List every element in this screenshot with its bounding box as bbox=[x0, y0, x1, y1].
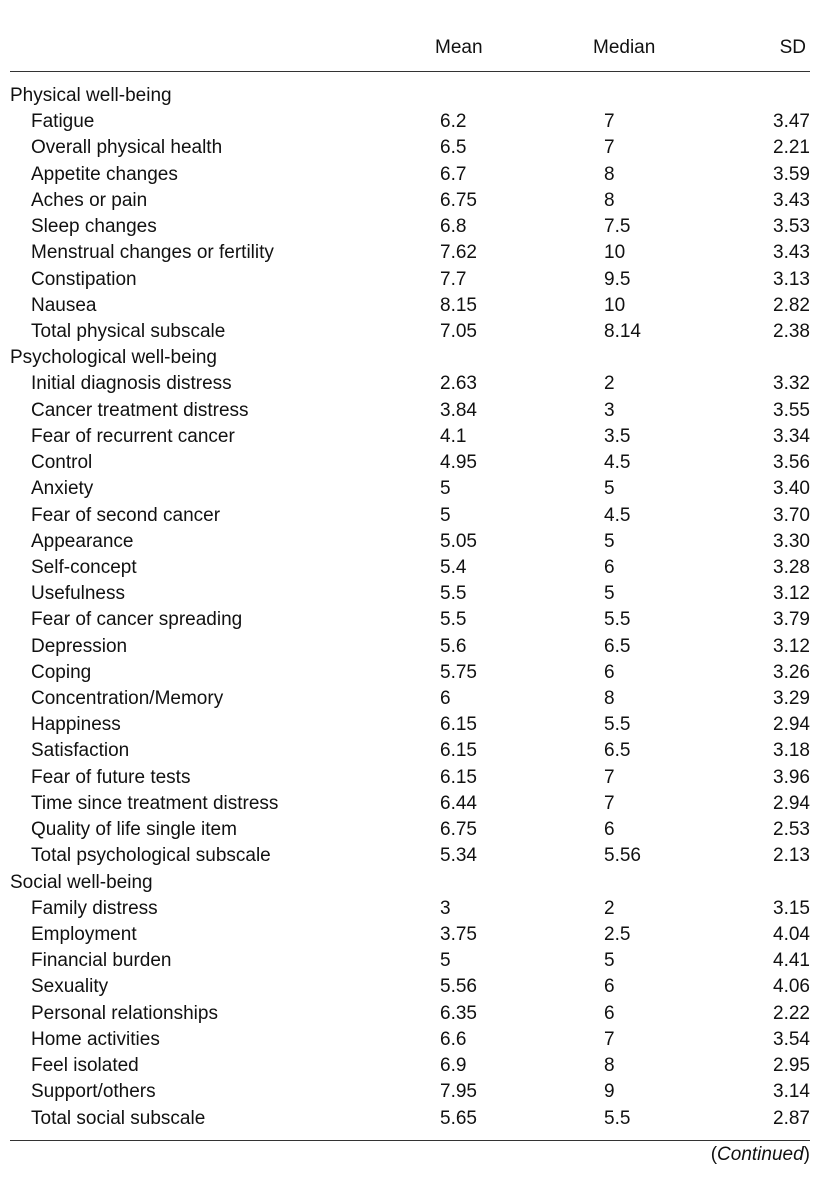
continued-close-paren: ) bbox=[803, 1144, 810, 1165]
sd-cell: 2.13 bbox=[773, 845, 810, 867]
sd-cell: 3.53 bbox=[773, 216, 810, 238]
table-row bbox=[10, 923, 810, 949]
median-cell: 8.14 bbox=[604, 320, 641, 342]
row-label: Aches or pain bbox=[31, 189, 148, 211]
mean-cell: 6.2 bbox=[440, 111, 467, 133]
sd-cell: 3.43 bbox=[773, 189, 810, 211]
table-row bbox=[10, 1107, 810, 1133]
median-cell: 5 bbox=[604, 583, 615, 605]
row-label: Satisfaction bbox=[31, 740, 130, 762]
median-cell: 8 bbox=[604, 163, 615, 185]
table-row bbox=[10, 897, 810, 923]
table-row bbox=[10, 1028, 810, 1054]
table-row bbox=[10, 215, 810, 241]
row-label: Cancer treatment distress bbox=[31, 399, 249, 421]
median-cell: 5.5 bbox=[604, 1107, 631, 1129]
median-cell: 6 bbox=[604, 976, 615, 998]
continued-open-paren: ( bbox=[710, 1144, 718, 1165]
row-label: Quality of life single item bbox=[31, 819, 237, 841]
median-cell: 2.5 bbox=[604, 924, 631, 945]
sd-cell: 2.53 bbox=[773, 819, 810, 841]
mean-cell: 6.35 bbox=[440, 1002, 477, 1024]
row-label: Happiness bbox=[31, 714, 121, 736]
sd-cell: 4.06 bbox=[773, 976, 810, 998]
mean-cell: 5 bbox=[440, 504, 451, 526]
table-row bbox=[10, 110, 810, 136]
row-label: Total social subscale bbox=[31, 1107, 206, 1129]
mean-cell: 8.15 bbox=[440, 294, 477, 316]
mean-cell: 5.5 bbox=[440, 583, 467, 605]
sd-cell: 3.54 bbox=[773, 1028, 810, 1050]
mean-cell: 2.63 bbox=[440, 373, 477, 395]
section-heading bbox=[10, 84, 810, 110]
sd-cell: 3.18 bbox=[773, 740, 810, 762]
row-label: Fear of recurrent cancer bbox=[31, 425, 235, 447]
table-row bbox=[10, 556, 810, 582]
continued-text: Continued bbox=[717, 1144, 804, 1165]
median-cell: 4.5 bbox=[604, 504, 631, 526]
mean-cell: 5.6 bbox=[440, 635, 467, 657]
median-cell: 5.5 bbox=[604, 609, 631, 631]
row-label: Employment bbox=[31, 924, 137, 945]
sd-cell: 2.82 bbox=[773, 294, 810, 316]
table-row bbox=[10, 189, 810, 215]
median-cell: 3.5 bbox=[604, 425, 631, 447]
table-row bbox=[10, 1002, 810, 1028]
row-label: Usefulness bbox=[31, 583, 125, 605]
section-title: Social well-being bbox=[10, 871, 153, 893]
row-label: Support/others bbox=[31, 1081, 156, 1103]
mean-cell: 3 bbox=[440, 897, 451, 919]
sd-cell: 2.87 bbox=[773, 1107, 810, 1129]
table-row bbox=[10, 530, 810, 556]
median-cell: 5 bbox=[604, 478, 615, 500]
median-cell: 5.56 bbox=[604, 845, 641, 867]
mean-cell: 6.5 bbox=[440, 137, 467, 159]
table-row bbox=[10, 975, 810, 1001]
median-cell: 4.5 bbox=[604, 452, 631, 474]
mean-cell: 7.05 bbox=[440, 320, 477, 342]
mean-cell: 6.75 bbox=[440, 819, 477, 841]
sd-cell: 2.95 bbox=[773, 1055, 810, 1077]
table-row bbox=[10, 504, 810, 530]
median-cell: 7 bbox=[604, 766, 615, 788]
table-row bbox=[10, 294, 810, 320]
median-cell: 5 bbox=[604, 530, 615, 552]
row-label: Fear of future tests bbox=[31, 766, 191, 788]
mean-cell: 5.75 bbox=[440, 661, 477, 683]
bottom-rule bbox=[10, 1140, 810, 1141]
mean-cell: 6.7 bbox=[440, 163, 467, 185]
mean-cell: 6.44 bbox=[440, 792, 477, 814]
mean-cell: 6.6 bbox=[440, 1028, 467, 1050]
mean-cell: 3.75 bbox=[440, 924, 477, 945]
median-cell: 6 bbox=[604, 1002, 615, 1024]
mean-cell: 7.62 bbox=[440, 242, 477, 264]
row-label: Personal relationships bbox=[31, 1002, 218, 1024]
row-label: Anxiety bbox=[31, 478, 94, 500]
median-cell: 6.5 bbox=[604, 740, 631, 762]
row-label: Fatigue bbox=[31, 111, 95, 133]
table-row bbox=[10, 477, 810, 503]
table-body bbox=[10, 84, 810, 1133]
median-cell: 7 bbox=[604, 1028, 615, 1050]
mean-cell: 3.84 bbox=[440, 399, 477, 421]
table-row bbox=[10, 792, 810, 818]
mean-cell: 6.8 bbox=[440, 216, 467, 238]
row-label: Feel isolated bbox=[31, 1055, 139, 1077]
median-cell: 8 bbox=[604, 1055, 615, 1077]
median-cell: 6 bbox=[604, 556, 615, 578]
table-row bbox=[10, 268, 810, 294]
mean-cell: 4.95 bbox=[440, 452, 477, 474]
row-label: Appetite changes bbox=[31, 163, 178, 185]
mean-cell: 7.7 bbox=[440, 268, 467, 290]
table-row bbox=[10, 713, 810, 739]
sd-cell: 3.43 bbox=[773, 242, 810, 264]
table-row bbox=[10, 241, 810, 267]
mean-cell: 5.5 bbox=[440, 609, 467, 631]
median-cell: 9 bbox=[604, 1081, 615, 1103]
median-cell: 7 bbox=[604, 111, 615, 133]
table-row bbox=[10, 608, 810, 634]
sd-cell: 3.13 bbox=[773, 268, 810, 290]
row-label: Nausea bbox=[31, 294, 97, 316]
continued-note bbox=[711, 1144, 810, 1166]
median-cell: 5.5 bbox=[604, 714, 631, 736]
sd-cell: 3.96 bbox=[773, 766, 810, 788]
sd-cell: 3.55 bbox=[773, 399, 810, 421]
row-label: Home activities bbox=[31, 1028, 160, 1050]
sd-cell: 3.40 bbox=[773, 478, 810, 500]
table-row bbox=[10, 425, 810, 451]
table-row bbox=[10, 372, 810, 398]
row-label: Total psychological subscale bbox=[31, 845, 271, 867]
row-label: Family distress bbox=[31, 897, 158, 919]
row-label: Coping bbox=[31, 661, 92, 683]
median-cell: 3 bbox=[604, 399, 615, 421]
table-row bbox=[10, 661, 810, 687]
mean-cell: 6.15 bbox=[440, 714, 477, 736]
row-label: Overall physical health bbox=[31, 137, 223, 159]
table-row bbox=[10, 949, 810, 975]
table-row bbox=[10, 844, 810, 870]
row-label: Self-concept bbox=[31, 556, 137, 578]
row-label: Menstrual changes or fertility bbox=[31, 242, 274, 264]
mean-cell: 6.15 bbox=[440, 740, 477, 762]
row-label: Fear of second cancer bbox=[31, 504, 221, 526]
sd-cell: 3.34 bbox=[773, 425, 810, 447]
section-title: Physical well-being bbox=[10, 85, 172, 106]
row-label: Initial diagnosis distress bbox=[31, 373, 232, 395]
header-mean: Mean bbox=[435, 37, 483, 58]
header-median: Median bbox=[593, 37, 656, 58]
sd-cell: 3.79 bbox=[773, 609, 810, 631]
table-header bbox=[10, 37, 810, 61]
row-label: Financial burden bbox=[31, 950, 172, 972]
table-row bbox=[10, 1080, 810, 1106]
mean-cell: 4.1 bbox=[440, 425, 467, 447]
mean-cell: 5.4 bbox=[440, 556, 467, 578]
median-cell: 6 bbox=[604, 661, 615, 683]
mean-cell: 5.34 bbox=[440, 845, 477, 867]
sd-cell: 3.70 bbox=[773, 504, 810, 526]
mean-cell: 5.65 bbox=[440, 1107, 477, 1129]
table-row bbox=[10, 136, 810, 162]
mean-cell: 5.05 bbox=[440, 530, 477, 552]
table-row bbox=[10, 1054, 810, 1080]
sd-cell: 3.28 bbox=[773, 556, 810, 578]
table-row bbox=[10, 635, 810, 661]
table-row bbox=[10, 163, 810, 189]
table-row bbox=[10, 739, 810, 765]
median-cell: 6 bbox=[604, 819, 615, 841]
table-row bbox=[10, 766, 810, 792]
sd-cell: 2.94 bbox=[773, 792, 810, 814]
median-cell: 8 bbox=[604, 189, 615, 211]
sd-cell: 3.12 bbox=[773, 583, 810, 605]
median-cell: 10 bbox=[604, 294, 626, 316]
mean-cell: 5 bbox=[440, 950, 451, 972]
section-heading bbox=[10, 871, 810, 897]
section-heading bbox=[10, 346, 810, 372]
table-row bbox=[10, 818, 810, 844]
row-label: Constipation bbox=[31, 268, 137, 290]
mean-cell: 5 bbox=[440, 478, 451, 500]
sd-cell: 3.29 bbox=[773, 688, 810, 710]
median-cell: 6.5 bbox=[604, 635, 631, 657]
section-title: Psychological well-being bbox=[10, 347, 217, 369]
header-sd: SD bbox=[779, 37, 806, 58]
sd-cell: 3.12 bbox=[773, 635, 810, 657]
sd-cell: 3.15 bbox=[773, 897, 810, 919]
sd-cell: 3.30 bbox=[773, 530, 810, 552]
row-label: Concentration/Memory bbox=[31, 688, 224, 710]
mean-cell: 6 bbox=[440, 688, 451, 710]
row-label: Appearance bbox=[31, 530, 134, 552]
row-label: Time since treatment distress bbox=[31, 792, 279, 814]
mean-cell: 6.15 bbox=[440, 766, 477, 788]
sd-cell: 3.56 bbox=[773, 452, 810, 474]
median-cell: 5 bbox=[604, 950, 615, 972]
median-cell: 7 bbox=[604, 792, 615, 814]
row-label: Depression bbox=[31, 635, 128, 657]
median-cell: 2 bbox=[604, 897, 615, 919]
mean-cell: 6.9 bbox=[440, 1055, 467, 1077]
sd-cell: 3.47 bbox=[773, 111, 810, 133]
sd-cell: 2.21 bbox=[773, 137, 810, 159]
sd-cell: 4.04 bbox=[773, 924, 810, 945]
median-cell: 10 bbox=[604, 242, 626, 264]
table-row bbox=[10, 320, 810, 346]
row-label: Sexuality bbox=[31, 976, 109, 998]
sd-cell: 3.14 bbox=[773, 1081, 810, 1103]
sd-cell: 3.59 bbox=[773, 163, 810, 185]
row-label: Fear of cancer spreading bbox=[31, 609, 243, 631]
median-cell: 7 bbox=[604, 137, 615, 159]
table-row bbox=[10, 582, 810, 608]
sd-cell: 3.32 bbox=[773, 373, 810, 395]
sd-cell: 2.38 bbox=[773, 320, 810, 342]
table-row bbox=[10, 399, 810, 425]
row-label: Total physical subscale bbox=[31, 320, 226, 342]
mean-cell: 5.56 bbox=[440, 976, 477, 998]
mean-cell: 7.95 bbox=[440, 1081, 477, 1103]
row-label: Control bbox=[31, 452, 93, 474]
sd-cell: 4.41 bbox=[773, 950, 810, 972]
top-rule bbox=[10, 71, 810, 72]
median-cell: 2 bbox=[604, 373, 615, 395]
sd-cell: 2.22 bbox=[773, 1002, 810, 1024]
median-cell: 8 bbox=[604, 688, 615, 710]
table-row bbox=[10, 687, 810, 713]
row-label: Sleep changes bbox=[31, 216, 157, 238]
median-cell: 9.5 bbox=[604, 268, 631, 290]
table-row bbox=[10, 451, 810, 477]
sd-cell: 2.94 bbox=[773, 714, 810, 736]
sd-cell: 3.26 bbox=[773, 661, 810, 683]
mean-cell: 6.75 bbox=[440, 189, 477, 211]
median-cell: 7.5 bbox=[604, 216, 631, 238]
